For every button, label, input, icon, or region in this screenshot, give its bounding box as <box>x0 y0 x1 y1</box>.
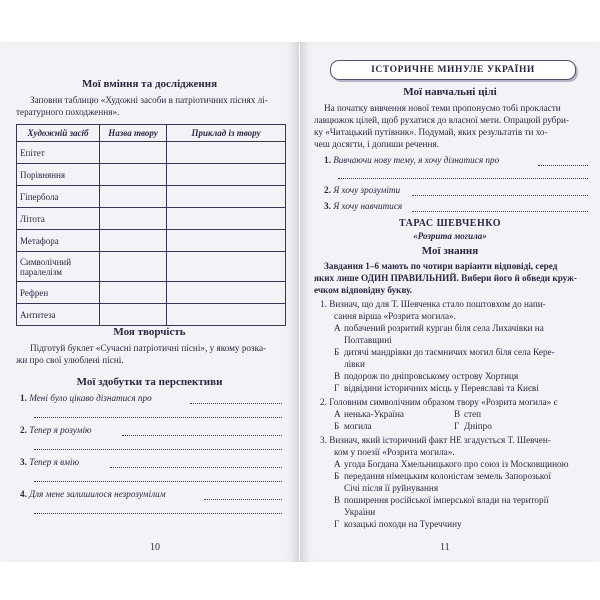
page-number: 11 <box>440 542 450 553</box>
answer-line[interactable] <box>110 467 282 468</box>
question-number: 2. <box>320 397 327 407</box>
intro-line: На початку вивчення нової теми пропонуємо тобі прокласти <box>324 103 561 113</box>
table-cell[interactable] <box>100 252 167 282</box>
answer-option[interactable] <box>334 347 555 359</box>
item-text: Тепер я вмію <box>29 457 80 467</box>
option-letter: Б <box>334 421 340 431</box>
item-number: 3. <box>324 201 331 211</box>
table-cell[interactable] <box>100 282 167 304</box>
answer-option[interactable] <box>454 409 481 421</box>
answer-option[interactable] <box>334 519 462 531</box>
table-header: Назва твору <box>100 125 167 142</box>
answer-line[interactable] <box>34 513 282 514</box>
option-letter: В <box>334 371 341 381</box>
table-row <box>17 164 286 186</box>
answer-option[interactable] <box>334 383 539 395</box>
instruction-line: Завдання 1–6 мають по чотири варіанти відповіді, серед <box>324 261 558 271</box>
option-text: передання німецьким колоністам земель Запорозької <box>344 471 552 481</box>
option-text: побачений розритий курган біля села Лихачівки на <box>344 323 544 333</box>
option-letter: А <box>334 323 341 333</box>
creativity-title: Моя творчість <box>113 326 186 338</box>
table-row <box>17 252 286 282</box>
option-text: відвідини історичних місць у Переяславі та Києві <box>344 383 539 393</box>
question-3 <box>320 434 551 447</box>
question-text-line: ком у поезії «Розрита могила». <box>334 447 455 457</box>
table-cell: Епітет <box>17 142 100 164</box>
goal-item <box>324 200 402 213</box>
item-number: 3. <box>20 457 27 467</box>
item-text: Я хочу зрозуміти <box>333 185 401 195</box>
option-letter: А <box>334 409 341 419</box>
answer-option[interactable] <box>334 421 372 433</box>
item-text: Я хочу навчитися <box>333 201 403 211</box>
author-name: ТАРАС ШЕВЧЕНКО <box>398 218 502 229</box>
answer-line[interactable] <box>412 211 588 212</box>
question-number: 3. <box>320 435 327 445</box>
option-text: Дніпро <box>464 421 492 431</box>
table-row <box>17 208 286 230</box>
item-text: Тепер я розумію <box>29 425 92 435</box>
answer-option[interactable] <box>334 495 549 507</box>
goals-title: Мої навчальні цілі <box>403 86 497 98</box>
answer-line[interactable] <box>190 403 282 404</box>
option-letter: В <box>334 495 341 505</box>
table-cell[interactable] <box>167 208 286 230</box>
option-text-line: Полтавщині <box>344 335 392 345</box>
table-cell: Літота <box>17 208 100 230</box>
cell-line: Символічний <box>20 256 72 267</box>
question-text: Визнач, що для Т. Шевченка стало поштовхом до напи- <box>329 299 546 309</box>
table-cell[interactable] <box>100 142 167 164</box>
option-text: степ <box>464 409 482 419</box>
item-number: 4. <box>20 489 27 499</box>
item-number: 2. <box>324 185 331 195</box>
table-row <box>17 186 286 208</box>
table-cell[interactable] <box>167 186 286 208</box>
table-cell[interactable] <box>167 142 286 164</box>
table-cell[interactable] <box>167 304 286 326</box>
goal-item <box>324 154 499 167</box>
option-text: могила <box>344 421 372 431</box>
intro-line: лавцюжок цілей, щоб рухатися до власної мети. Опрацюй рубри- <box>314 115 569 125</box>
option-text: ненька-Україна <box>344 409 404 419</box>
table-header-row <box>17 125 286 142</box>
table-row <box>17 230 286 252</box>
answer-option[interactable] <box>454 421 492 433</box>
answer-line[interactable] <box>412 195 588 196</box>
answer-option[interactable] <box>334 471 551 483</box>
option-letter: Г <box>454 421 460 431</box>
table-cell[interactable] <box>100 304 167 326</box>
achievement-item <box>20 392 152 405</box>
question-text-line: сання вірша «Розрита могила». <box>334 311 456 321</box>
option-text: угода Богдана Хмельницького про союз із Московщиною <box>344 459 569 469</box>
question-2 <box>320 396 557 409</box>
achievements-title: Мої здобутки та перспективи <box>76 376 223 388</box>
option-letter: Б <box>334 471 340 481</box>
goal-item <box>324 184 400 197</box>
option-text-line: України <box>344 507 376 517</box>
question-text: Визнач, який історичний факт НЕ згадується Т. Шевчен- <box>329 435 551 445</box>
item-number: 1. <box>20 393 27 403</box>
table-cell[interactable] <box>100 186 167 208</box>
table-cell[interactable] <box>167 282 286 304</box>
section-banner: ІСТОРИЧНЕ МИНУЛЕ УКРАЇНИ <box>330 60 576 80</box>
table-header: Приклад із твору <box>167 125 286 142</box>
table-cell[interactable] <box>167 230 286 252</box>
answer-option[interactable] <box>334 371 518 383</box>
creativity-line-1: Підготуй буклет «Сучасні патріотичні пісні», у якому розка- <box>30 343 267 353</box>
cell-line: паралелізм <box>20 266 62 277</box>
item-number: 2. <box>20 425 27 435</box>
item-text: Вивчаючи нову тему, я хочу дізнатися про <box>333 155 500 165</box>
table-cell[interactable] <box>100 208 167 230</box>
left-page <box>0 42 299 562</box>
table-row <box>17 304 286 326</box>
work-title: «Розрита могила» <box>413 231 487 241</box>
option-text: козацькі походи на Туреччину <box>344 519 462 529</box>
instruction-line: яких лише ОДИН ПРАВИЛЬНИЙ. Вибери його й обведи круж- <box>314 273 577 283</box>
table-row <box>17 282 286 304</box>
answer-line[interactable] <box>338 178 588 179</box>
item-number: 1. <box>324 155 331 165</box>
answer-line[interactable] <box>538 165 588 166</box>
table-cell: Рефрен <box>17 282 100 304</box>
option-letter: Г <box>334 383 340 393</box>
knowledge-title: Мої знання <box>421 245 479 257</box>
table-cell: Порівняння <box>17 164 100 186</box>
task-line-2: тературного походження». <box>16 107 120 117</box>
literary-devices-table <box>16 124 286 326</box>
task-line-1: Заповни таблицю «Художні засоби в патріотичних піснях лі- <box>30 95 268 105</box>
answer-option[interactable] <box>334 323 544 335</box>
creativity-line-2: жи про свої улюблені пісні. <box>16 355 124 365</box>
skills-section-title: Мої вміння та дослідження <box>81 78 218 90</box>
option-text: подорож по дніпровському острову Хортиця <box>344 371 519 381</box>
table-cell: Метафора <box>17 230 100 252</box>
book-spread <box>0 42 600 570</box>
option-text-line: лівки <box>344 359 365 369</box>
table-cell: Гіпербола <box>17 186 100 208</box>
achievement-item <box>20 488 166 501</box>
answer-line[interactable] <box>122 435 282 436</box>
table-header: Художній засіб <box>17 125 100 142</box>
intro-line: ку «Читацький путівник». Подумай, яких результатів ти хо- <box>314 127 548 137</box>
question-1 <box>320 298 546 311</box>
page-number: 10 <box>150 542 160 553</box>
option-text-line: Січі після її руйнування <box>344 483 439 493</box>
option-text: поширення російської імперської влади на території <box>344 495 549 505</box>
table-cell[interactable] <box>100 164 167 186</box>
answer-option[interactable] <box>334 459 568 471</box>
option-letter: В <box>454 409 461 419</box>
answer-line[interactable] <box>34 481 282 482</box>
achievement-item <box>20 424 92 437</box>
question-number: 1. <box>320 299 327 309</box>
answer-line[interactable] <box>34 417 282 418</box>
table-cell[interactable] <box>167 164 286 186</box>
option-letter: А <box>334 459 341 469</box>
instruction-line: ечком відповідну букву. <box>314 285 413 295</box>
answer-option[interactable] <box>334 409 404 421</box>
option-letter: Б <box>334 347 340 357</box>
intro-line: чеш досягти, і допиши речення. <box>314 139 439 149</box>
table-cell[interactable] <box>100 230 167 252</box>
table-cell <box>17 252 100 282</box>
table-cell: Антитеза <box>17 304 100 326</box>
table-row <box>17 142 286 164</box>
right-page <box>300 42 600 562</box>
option-letter: Г <box>334 519 340 529</box>
question-text: Головним символічним образом твору «Розрита могила» є <box>329 397 558 407</box>
table-cell[interactable] <box>167 252 286 282</box>
achievement-item <box>20 456 79 469</box>
answer-line[interactable] <box>34 449 282 450</box>
answer-line[interactable] <box>204 499 282 500</box>
item-text: Для мене залишилося незрозумілим <box>29 489 166 499</box>
item-text: Мені було цікаво дізнатися про <box>29 393 152 403</box>
option-text: дитячі мандрівки до таємничих могил біля села Кере- <box>344 347 555 357</box>
